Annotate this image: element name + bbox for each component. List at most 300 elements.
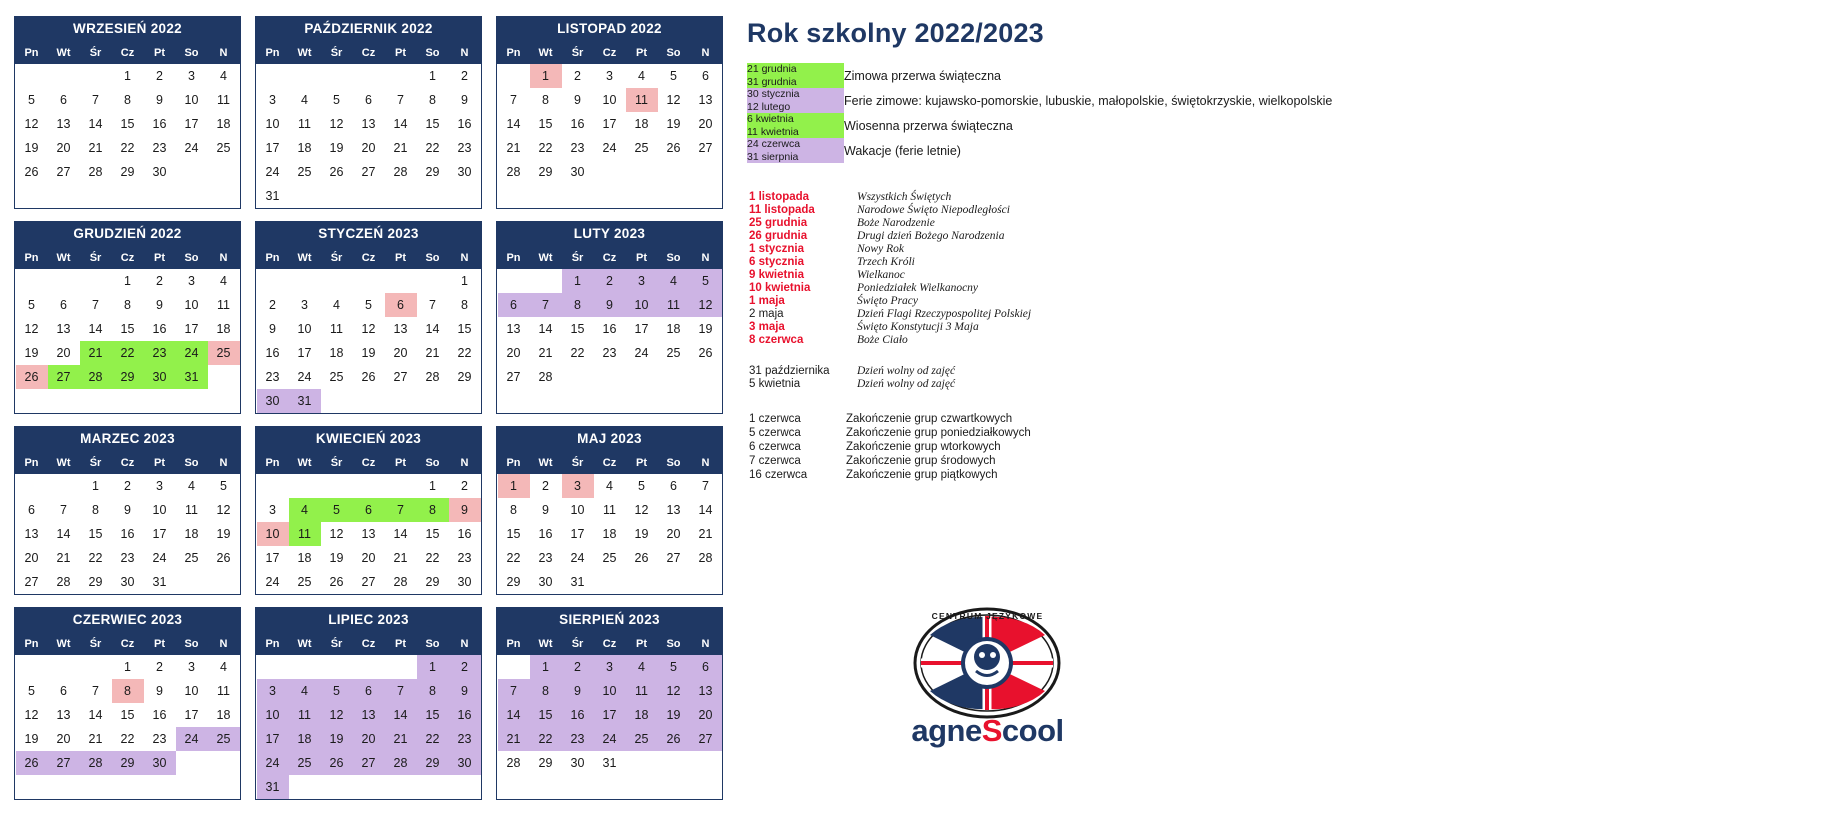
day-cell[interactable]: 5	[638, 479, 645, 493]
day-cell[interactable]: 24	[594, 727, 626, 751]
day-cell[interactable]: 19	[666, 117, 681, 131]
day-cell[interactable]: 14	[88, 708, 103, 722]
day-cell[interactable]: 30	[144, 365, 176, 389]
day-cell[interactable]: 7	[92, 298, 99, 312]
day-cell[interactable]: 26	[16, 751, 48, 775]
day-cell[interactable]: 6	[702, 69, 709, 83]
day-cell[interactable]: 5	[28, 684, 35, 698]
day-cell[interactable]: 27	[361, 165, 376, 179]
day-cell[interactable]: 11	[289, 703, 321, 727]
day-cell[interactable]: 3	[269, 503, 276, 517]
day-cell[interactable]: 23	[602, 346, 617, 360]
day-cell[interactable]: 4	[606, 479, 613, 493]
day-cell[interactable]: 26	[698, 346, 713, 360]
day-cell[interactable]: 26	[16, 365, 48, 389]
day-cell[interactable]: 24	[570, 551, 585, 565]
day-cell[interactable]: 5	[690, 269, 722, 294]
day-cell[interactable]: 28	[393, 165, 408, 179]
day-cell[interactable]: 18	[634, 117, 649, 131]
day-cell[interactable]: 19	[361, 346, 376, 360]
day-cell[interactable]: 14	[498, 703, 530, 727]
day-cell[interactable]: 3	[257, 679, 289, 703]
day-cell[interactable]: 3	[188, 69, 195, 83]
day-cell[interactable]: 3	[188, 660, 195, 674]
day-cell[interactable]: 29	[425, 165, 440, 179]
day-cell[interactable]: 22	[425, 551, 440, 565]
day-cell[interactable]: 29	[506, 575, 521, 589]
day-cell[interactable]: 7	[92, 93, 99, 107]
day-cell[interactable]: 10	[184, 298, 199, 312]
day-cell[interactable]: 12	[329, 117, 344, 131]
day-cell[interactable]: 17	[570, 527, 585, 541]
day-cell[interactable]: 25	[208, 727, 240, 751]
day-cell[interactable]: 31	[289, 389, 321, 413]
day-cell[interactable]: 28	[56, 575, 71, 589]
day-cell[interactable]: 21	[698, 527, 713, 541]
day-cell[interactable]: 9	[269, 322, 276, 336]
day-cell[interactable]: 17	[184, 708, 199, 722]
day-cell[interactable]: 22	[570, 346, 585, 360]
day-cell[interactable]: 14	[538, 322, 553, 336]
day-cell[interactable]: 16	[602, 322, 617, 336]
day-cell[interactable]: 24	[152, 551, 167, 565]
day-cell[interactable]: 19	[329, 141, 344, 155]
day-cell[interactable]: 14	[425, 322, 440, 336]
day-cell[interactable]: 8	[429, 93, 436, 107]
day-cell[interactable]: 10	[626, 293, 658, 317]
day-cell[interactable]: 13	[24, 527, 39, 541]
day-cell[interactable]: 21	[393, 551, 408, 565]
day-cell[interactable]: 20	[24, 551, 39, 565]
day-cell[interactable]: 4	[220, 660, 227, 674]
day-cell[interactable]: 20	[56, 732, 71, 746]
day-cell[interactable]: 25	[666, 346, 681, 360]
day-cell[interactable]: 27	[393, 370, 408, 384]
day-cell[interactable]: 27	[353, 751, 385, 775]
day-cell[interactable]: 1	[530, 64, 562, 89]
day-cell[interactable]: 27	[506, 370, 521, 384]
day-cell[interactable]: 11	[603, 503, 616, 517]
day-cell[interactable]: 13	[698, 93, 713, 107]
day-cell[interactable]: 1	[417, 655, 449, 680]
day-cell[interactable]: 31	[570, 575, 585, 589]
day-cell[interactable]: 20	[56, 346, 71, 360]
day-cell[interactable]: 12	[690, 293, 722, 317]
day-cell[interactable]: 3	[594, 655, 626, 680]
day-cell[interactable]: 18	[297, 551, 312, 565]
day-cell[interactable]: 14	[56, 527, 71, 541]
day-cell[interactable]: 26	[361, 370, 376, 384]
day-cell[interactable]: 23	[152, 141, 167, 155]
day-cell[interactable]: 2	[269, 298, 276, 312]
day-cell[interactable]: 16	[538, 527, 553, 541]
day-cell[interactable]: 26	[666, 141, 681, 155]
day-cell[interactable]: 11	[217, 298, 230, 312]
day-cell[interactable]: 16	[152, 117, 167, 131]
day-cell[interactable]: 5	[670, 69, 677, 83]
day-cell[interactable]: 17	[184, 322, 199, 336]
day-cell[interactable]: 28	[80, 365, 112, 389]
day-cell[interactable]: 10	[184, 684, 199, 698]
day-cell[interactable]: 24	[176, 341, 208, 365]
day-cell[interactable]: 9	[562, 679, 594, 703]
day-cell[interactable]: 2	[156, 274, 163, 288]
day-cell[interactable]: 11	[217, 684, 230, 698]
day-cell[interactable]: 18	[184, 527, 199, 541]
day-cell[interactable]: 16	[457, 527, 472, 541]
day-cell[interactable]: 14	[88, 322, 103, 336]
day-cell[interactable]: 20	[361, 141, 376, 155]
day-cell[interactable]: 8	[461, 298, 468, 312]
day-cell[interactable]: 7	[429, 298, 436, 312]
day-cell[interactable]: 3	[156, 479, 163, 493]
day-cell[interactable]: 23	[449, 727, 481, 751]
day-cell[interactable]: 7	[397, 93, 404, 107]
day-cell[interactable]: 1	[124, 69, 131, 83]
day-cell[interactable]: 10	[184, 93, 199, 107]
day-cell[interactable]: 25	[329, 370, 344, 384]
day-cell[interactable]: 11	[658, 293, 690, 317]
day-cell[interactable]: 2	[461, 69, 468, 83]
day-cell[interactable]: 18	[602, 527, 617, 541]
day-cell[interactable]: 4	[638, 69, 645, 83]
day-cell[interactable]: 6	[60, 298, 67, 312]
day-cell[interactable]: 19	[321, 727, 353, 751]
day-cell[interactable]: 13	[56, 322, 71, 336]
day-cell[interactable]: 2	[562, 655, 594, 680]
day-cell[interactable]: 12	[24, 117, 39, 131]
day-cell[interactable]: 4	[188, 479, 195, 493]
day-cell[interactable]: 2	[156, 660, 163, 674]
day-cell[interactable]: 1	[92, 479, 99, 493]
day-cell[interactable]: 24	[634, 346, 649, 360]
day-cell[interactable]: 11	[217, 93, 230, 107]
day-cell[interactable]: 22	[425, 141, 440, 155]
day-cell[interactable]: 17	[152, 527, 167, 541]
day-cell[interactable]: 18	[626, 703, 658, 727]
day-cell[interactable]: 4	[626, 655, 658, 680]
day-cell[interactable]: 24	[265, 165, 280, 179]
day-cell[interactable]: 18	[666, 322, 681, 336]
day-cell[interactable]: 19	[634, 527, 649, 541]
day-cell[interactable]: 14	[393, 117, 408, 131]
day-cell[interactable]: 5	[658, 655, 690, 680]
day-cell[interactable]: 24	[297, 370, 312, 384]
day-cell[interactable]: 7	[530, 293, 562, 317]
day-cell[interactable]: 30	[538, 575, 553, 589]
day-cell[interactable]: 28	[538, 370, 553, 384]
day-cell[interactable]: 25	[626, 727, 658, 751]
day-cell[interactable]: 23	[265, 370, 280, 384]
day-cell[interactable]: 20	[361, 551, 376, 565]
day-cell[interactable]: 2	[542, 479, 549, 493]
day-cell[interactable]: 3	[562, 474, 594, 499]
day-cell[interactable]: 27	[24, 575, 39, 589]
day-cell[interactable]: 21	[425, 346, 440, 360]
day-cell[interactable]: 6	[60, 684, 67, 698]
day-cell[interactable]: 5	[220, 479, 227, 493]
day-cell[interactable]: 25	[184, 551, 199, 565]
day-cell[interactable]: 20	[393, 346, 408, 360]
day-cell[interactable]: 23	[457, 551, 472, 565]
day-cell[interactable]: 24	[257, 751, 289, 775]
day-cell[interactable]: 21	[56, 551, 71, 565]
day-cell[interactable]: 8	[510, 503, 517, 517]
day-cell[interactable]: 6	[365, 93, 372, 107]
day-cell[interactable]: 15	[457, 322, 472, 336]
day-cell[interactable]: 6	[28, 503, 35, 517]
day-cell[interactable]: 19	[24, 732, 39, 746]
day-cell[interactable]: 30	[457, 165, 472, 179]
day-cell[interactable]: 28	[393, 575, 408, 589]
day-cell[interactable]: 17	[265, 141, 280, 155]
day-cell[interactable]: 21	[80, 341, 112, 365]
day-cell[interactable]: 1	[429, 479, 436, 493]
day-cell[interactable]: 22	[120, 732, 135, 746]
day-cell[interactable]: 21	[88, 732, 103, 746]
day-cell[interactable]: 5	[333, 93, 340, 107]
day-cell[interactable]: 26	[24, 165, 39, 179]
day-cell[interactable]: 30	[144, 751, 176, 775]
day-cell[interactable]: 22	[417, 727, 449, 751]
day-cell[interactable]: 1	[562, 269, 594, 294]
day-cell[interactable]: 1	[429, 69, 436, 83]
day-cell[interactable]: 27	[690, 727, 722, 751]
day-cell[interactable]: 20	[506, 346, 521, 360]
day-cell[interactable]: 30	[120, 575, 135, 589]
day-cell[interactable]: 31	[176, 365, 208, 389]
day-cell[interactable]: 19	[658, 703, 690, 727]
day-cell[interactable]: 21	[385, 727, 417, 751]
day-cell[interactable]: 17	[634, 322, 649, 336]
day-cell[interactable]: 1	[124, 660, 131, 674]
day-cell[interactable]: 19	[329, 551, 344, 565]
day-cell[interactable]: 4	[333, 298, 340, 312]
day-cell[interactable]: 7	[92, 684, 99, 698]
day-cell[interactable]: 12	[24, 322, 39, 336]
day-cell[interactable]: 28	[506, 165, 521, 179]
day-cell[interactable]: 13	[690, 679, 722, 703]
day-cell[interactable]: 20	[690, 703, 722, 727]
day-cell[interactable]: 2	[156, 69, 163, 83]
day-cell[interactable]: 25	[297, 575, 312, 589]
day-cell[interactable]: 24	[265, 575, 280, 589]
day-cell[interactable]: 19	[216, 527, 231, 541]
day-cell[interactable]: 13	[353, 703, 385, 727]
day-cell[interactable]: 5	[321, 679, 353, 703]
day-cell[interactable]: 27	[361, 575, 376, 589]
day-cell[interactable]: 6	[385, 293, 417, 317]
day-cell[interactable]: 4	[289, 679, 321, 703]
day-cell[interactable]: 7	[385, 679, 417, 703]
day-cell[interactable]: 17	[594, 703, 626, 727]
day-cell[interactable]: 12	[329, 527, 344, 541]
day-cell[interactable]: 30	[457, 575, 472, 589]
day-cell[interactable]: 28	[425, 370, 440, 384]
day-cell[interactable]: 23	[570, 141, 585, 155]
day-cell[interactable]: 22	[120, 141, 135, 155]
day-cell[interactable]: 18	[297, 141, 312, 155]
day-cell[interactable]: 26	[329, 575, 344, 589]
day-cell[interactable]: 12	[321, 703, 353, 727]
day-cell[interactable]: 21	[506, 141, 521, 155]
day-cell[interactable]: 13	[56, 708, 71, 722]
day-cell[interactable]: 13	[361, 527, 376, 541]
day-cell[interactable]: 18	[289, 727, 321, 751]
day-cell[interactable]: 11	[626, 679, 658, 703]
day-cell[interactable]: 15	[538, 117, 553, 131]
day-cell[interactable]: 10	[265, 117, 280, 131]
day-cell[interactable]: 26	[329, 165, 344, 179]
day-cell[interactable]: 1	[124, 274, 131, 288]
day-cell[interactable]: 8	[112, 679, 144, 703]
day-cell[interactable]: 11	[626, 88, 658, 112]
day-cell[interactable]: 5	[321, 498, 353, 522]
day-cell[interactable]: 27	[48, 365, 80, 389]
day-cell[interactable]: 6	[353, 679, 385, 703]
day-cell[interactable]: 13	[56, 117, 71, 131]
day-cell[interactable]: 4	[220, 69, 227, 83]
day-cell[interactable]: 22	[457, 346, 472, 360]
day-cell[interactable]: 19	[698, 322, 713, 336]
day-cell[interactable]: 17	[297, 346, 312, 360]
day-cell[interactable]: 4	[658, 269, 690, 294]
day-cell[interactable]: 17	[265, 551, 280, 565]
day-cell[interactable]: 30	[449, 751, 481, 775]
day-cell[interactable]: 11	[289, 522, 321, 546]
day-cell[interactable]: 2	[461, 479, 468, 493]
day-cell[interactable]: 16	[570, 117, 585, 131]
day-cell[interactable]: 29	[425, 575, 440, 589]
day-cell[interactable]: 14	[698, 503, 713, 517]
day-cell[interactable]: 27	[698, 141, 713, 155]
day-cell[interactable]: 1	[461, 274, 468, 288]
day-cell[interactable]: 29	[120, 165, 135, 179]
day-cell[interactable]: 9	[449, 498, 481, 522]
day-cell[interactable]: 10	[297, 322, 312, 336]
day-cell[interactable]: 15	[506, 527, 521, 541]
day-cell[interactable]: 9	[156, 93, 163, 107]
day-cell[interactable]: 10	[257, 522, 289, 546]
day-cell[interactable]: 21	[498, 727, 530, 751]
day-cell[interactable]: 11	[298, 117, 311, 131]
day-cell[interactable]: 15	[88, 527, 103, 541]
day-cell[interactable]: 6	[353, 498, 385, 522]
day-cell[interactable]: 23	[457, 141, 472, 155]
day-cell[interactable]: 16	[265, 346, 280, 360]
day-cell[interactable]: 29	[112, 365, 144, 389]
day-cell[interactable]: 15	[120, 708, 135, 722]
day-cell[interactable]: 10	[594, 679, 626, 703]
day-cell[interactable]: 31	[265, 189, 280, 203]
day-cell[interactable]: 19	[24, 141, 39, 155]
day-cell[interactable]: 26	[658, 727, 690, 751]
day-cell[interactable]: 21	[538, 346, 553, 360]
day-cell[interactable]: 2	[449, 655, 481, 680]
day-cell[interactable]: 5	[365, 298, 372, 312]
day-cell[interactable]: 14	[88, 117, 103, 131]
day-cell[interactable]: 16	[152, 708, 167, 722]
day-cell[interactable]: 10	[602, 93, 617, 107]
day-cell[interactable]: 16	[152, 322, 167, 336]
day-cell[interactable]: 30	[570, 756, 585, 770]
day-cell[interactable]: 9	[461, 93, 468, 107]
day-cell[interactable]: 23	[120, 551, 135, 565]
day-cell[interactable]: 17	[184, 117, 199, 131]
day-cell[interactable]: 5	[28, 298, 35, 312]
day-cell[interactable]: 17	[257, 727, 289, 751]
day-cell[interactable]: 14	[385, 703, 417, 727]
day-cell[interactable]: 24	[176, 727, 208, 751]
day-cell[interactable]: 11	[330, 322, 343, 336]
day-cell[interactable]: 21	[88, 141, 103, 155]
day-cell[interactable]: 24	[184, 141, 199, 155]
day-cell[interactable]: 17	[602, 117, 617, 131]
day-cell[interactable]: 27	[48, 751, 80, 775]
day-cell[interactable]: 10	[570, 503, 585, 517]
day-cell[interactable]: 1	[530, 655, 562, 680]
day-cell[interactable]: 15	[120, 322, 135, 336]
day-cell[interactable]: 9	[449, 679, 481, 703]
day-cell[interactable]: 29	[112, 751, 144, 775]
day-cell[interactable]: 30	[570, 165, 585, 179]
day-cell[interactable]: 3	[301, 298, 308, 312]
day-cell[interactable]: 5	[28, 93, 35, 107]
day-cell[interactable]: 10	[257, 703, 289, 727]
day-cell[interactable]: 2	[594, 269, 626, 294]
day-cell[interactable]: 28	[88, 165, 103, 179]
day-cell[interactable]: 20	[666, 527, 681, 541]
day-cell[interactable]: 20	[698, 117, 713, 131]
day-cell[interactable]: 12	[361, 322, 376, 336]
day-cell[interactable]: 12	[634, 503, 649, 517]
day-cell[interactable]: 14	[393, 527, 408, 541]
day-cell[interactable]: 15	[570, 322, 585, 336]
day-cell[interactable]: 26	[634, 551, 649, 565]
day-cell[interactable]: 8	[562, 293, 594, 317]
day-cell[interactable]: 4	[220, 274, 227, 288]
day-cell[interactable]: 9	[542, 503, 549, 517]
day-cell[interactable]: 8	[124, 298, 131, 312]
day-cell[interactable]: 20	[353, 727, 385, 751]
day-cell[interactable]: 31	[602, 756, 617, 770]
day-cell[interactable]: 22	[538, 141, 553, 155]
day-cell[interactable]: 29	[538, 165, 553, 179]
day-cell[interactable]: 27	[666, 551, 681, 565]
day-cell[interactable]: 9	[594, 293, 626, 317]
day-cell[interactable]: 9	[574, 93, 581, 107]
day-cell[interactable]: 7	[385, 498, 417, 522]
day-cell[interactable]: 16	[449, 703, 481, 727]
day-cell[interactable]: 23	[562, 727, 594, 751]
day-cell[interactable]: 6	[670, 479, 677, 493]
day-cell[interactable]: 23	[152, 732, 167, 746]
day-cell[interactable]: 8	[542, 93, 549, 107]
day-cell[interactable]: 8	[530, 679, 562, 703]
day-cell[interactable]: 28	[80, 751, 112, 775]
day-cell[interactable]: 11	[185, 503, 198, 517]
day-cell[interactable]: 3	[626, 269, 658, 294]
day-cell[interactable]: 6	[690, 655, 722, 680]
day-cell[interactable]: 15	[425, 527, 440, 541]
day-cell[interactable]: 16	[120, 527, 135, 541]
day-cell[interactable]: 19	[24, 346, 39, 360]
day-cell[interactable]: 3	[269, 93, 276, 107]
day-cell[interactable]: 12	[658, 679, 690, 703]
day-cell[interactable]: 14	[506, 117, 521, 131]
day-cell[interactable]: 2	[124, 479, 131, 493]
day-cell[interactable]: 29	[417, 751, 449, 775]
